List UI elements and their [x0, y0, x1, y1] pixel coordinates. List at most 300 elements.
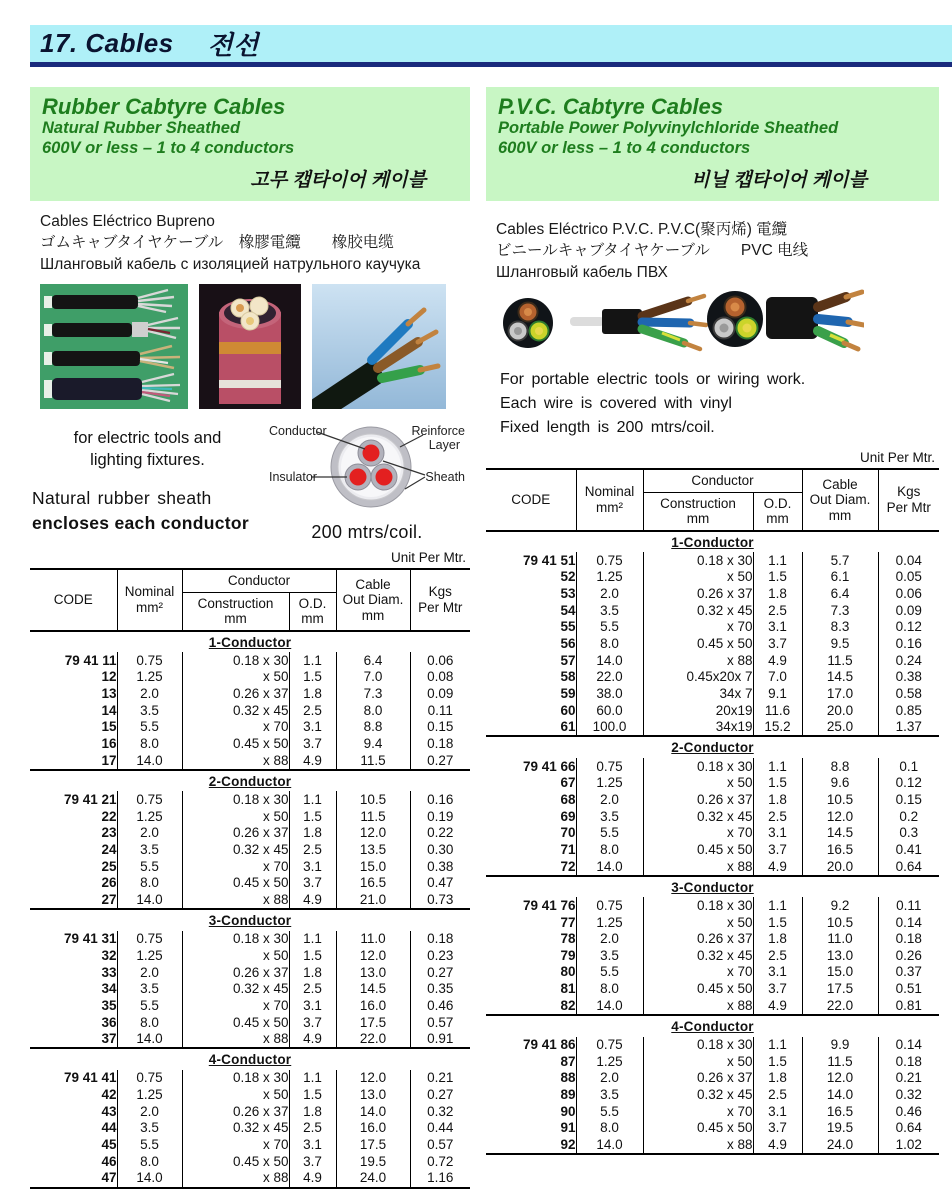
cell-construction: 0.26 x 37	[182, 964, 289, 981]
cell-kgs: 0.21	[878, 1070, 939, 1087]
cell-od: 1.8	[753, 1070, 802, 1087]
cell-out-diam: 11.5	[336, 752, 410, 770]
cell-code: 68	[560, 791, 576, 807]
table-row	[30, 702, 470, 719]
cell-out-diam: 8.8	[336, 719, 410, 736]
cell-code: 12	[101, 669, 117, 685]
cell-od: 1.1	[289, 931, 336, 948]
cell-nominal: 1.25	[576, 914, 643, 931]
col-header-kgs: Kgs Per Mtr	[410, 569, 470, 631]
table-row	[486, 636, 939, 653]
cell-out-diam: 13.0	[802, 947, 878, 964]
cell-code: 81	[560, 981, 576, 997]
table-row	[486, 1070, 939, 1087]
cell-code: 55	[560, 619, 576, 635]
cell-out-diam: 6.4	[336, 652, 410, 669]
cell-od: 3.1	[289, 858, 336, 875]
cell-nominal: 3.5	[117, 1120, 182, 1137]
table-row	[30, 808, 470, 825]
cell-code: 78	[560, 931, 576, 947]
section-title: 4-Conductor	[208, 1052, 292, 1068]
col-header-nominal: Nominal mm²	[117, 569, 182, 631]
section-title-row	[30, 1048, 470, 1070]
cell-out-diam: 14.0	[336, 1103, 410, 1120]
cell-nominal: 5.5	[576, 825, 643, 842]
cell-construction: 0.26 x 37	[643, 1070, 753, 1087]
col-header-code: CODE	[486, 469, 576, 531]
cell-nominal: 2.0	[576, 1070, 643, 1087]
cell-code: 22	[101, 808, 117, 824]
table-row	[486, 702, 939, 719]
cell-kgs: 0.15	[878, 791, 939, 808]
table-row	[486, 552, 939, 569]
table-row	[30, 825, 470, 842]
cell-code: 89	[560, 1087, 576, 1103]
cell-nominal: 0.75	[117, 931, 182, 948]
cell-construction: 0.32 x 45	[643, 1087, 753, 1104]
unit-note-right: Unit Per Mtr.	[859, 450, 935, 466]
section-title-row	[30, 631, 470, 653]
cell-code: 58	[560, 669, 576, 685]
cell-nominal: 5.5	[576, 964, 643, 981]
cell-code: 77	[560, 914, 576, 930]
table-row	[30, 891, 470, 909]
rubber-title: Rubber Cabtyre Cables	[42, 94, 286, 119]
table-row	[30, 1070, 470, 1087]
table-row	[30, 841, 470, 858]
cable-photo-cross-section	[199, 284, 301, 409]
cell-nominal: 3.5	[576, 602, 643, 619]
rubber-spec-table	[30, 568, 470, 1189]
cell-code: 69	[560, 808, 576, 824]
rubber-description	[40, 211, 470, 275]
cell-kgs: 0.18	[410, 931, 470, 948]
cell-code: 53	[560, 586, 576, 602]
cell-out-diam: 16.5	[802, 841, 878, 858]
cell-out-diam: 20.0	[802, 858, 878, 876]
table-row	[486, 586, 939, 603]
cell-construction: 0.32 x 45	[643, 808, 753, 825]
cell-nominal: 8.0	[576, 636, 643, 653]
cell-out-diam: 10.5	[802, 791, 878, 808]
cell-nominal: 8.0	[117, 875, 182, 892]
cell-code: 15	[101, 719, 117, 735]
cell-od: 1.8	[289, 825, 336, 842]
cell-out-diam: 11.5	[802, 1053, 878, 1070]
cell-out-diam: 7.0	[336, 669, 410, 686]
cell-kgs: 0.21	[410, 1070, 470, 1087]
cell-out-diam: 9.5	[802, 636, 878, 653]
cell-construction: 34x 7	[643, 685, 753, 702]
col-header-conductor: Conductor	[182, 569, 336, 592]
cell-construction: x 50	[643, 569, 753, 586]
cell-construction: 0.26 x 37	[182, 1103, 289, 1120]
table-row	[30, 1120, 470, 1137]
cell-nominal: 14.0	[117, 752, 182, 770]
cell-od: 1.8	[289, 1103, 336, 1120]
sheath-note-line-1: Natural rubber sheath	[32, 487, 212, 508]
cell-od: 2.5	[753, 602, 802, 619]
cell-construction: x 88	[643, 652, 753, 669]
cell-kgs: 0.81	[878, 997, 939, 1015]
cell-construction: x 88	[182, 891, 289, 909]
cell-kgs: 0.47	[410, 875, 470, 892]
cell-code: 34	[101, 981, 117, 997]
section-title: 2-Conductor	[208, 773, 292, 789]
cell-code: 16	[101, 736, 117, 751]
cell-code: 61	[486, 719, 576, 737]
cell-kgs: 0.57	[410, 1014, 470, 1031]
cell-construction: 0.45 x 50	[182, 1014, 289, 1031]
table-row	[30, 931, 470, 948]
cell-out-diam: 15.0	[336, 858, 410, 875]
cell-nominal: 8.0	[117, 736, 182, 753]
cell-construction: 0.32 x 45	[182, 841, 289, 858]
diagram-label-conductor: Conductor	[269, 424, 327, 439]
cell-od: 1.5	[753, 775, 802, 792]
cell-nominal: 5.5	[117, 858, 182, 875]
cell-kgs: 0.15	[410, 719, 470, 736]
cell-nominal: 0.75	[576, 1037, 643, 1054]
table-row	[30, 1137, 470, 1154]
table-row	[30, 1153, 470, 1170]
cell-construction: 0.45 x 50	[182, 875, 289, 892]
cell-kgs: 0.05	[878, 569, 939, 586]
cell-construction: 0.26 x 37	[182, 686, 289, 703]
cell-nominal: 3.5	[117, 981, 182, 998]
cell-kgs: 1.16	[410, 1170, 470, 1188]
cell-out-diam: 12.0	[802, 808, 878, 825]
cell-od: 1.8	[753, 791, 802, 808]
diagram-label-sheath: Sheath	[425, 470, 465, 485]
cell-od: 1.5	[289, 808, 336, 825]
cell-kgs: 0.09	[410, 686, 470, 703]
cell-kgs: 0.18	[410, 736, 470, 753]
cell-out-diam: 9.6	[802, 775, 878, 792]
table-row	[486, 569, 939, 586]
cell-od: 2.5	[753, 1087, 802, 1104]
cell-od: 9.1	[753, 685, 802, 702]
cell-out-diam: 9.9	[802, 1037, 878, 1054]
cell-code: 59	[560, 685, 576, 701]
cell-od: 1.1	[753, 897, 802, 914]
table-row	[486, 669, 939, 686]
cell-code: 87	[560, 1053, 576, 1069]
cell-out-diam: 8.8	[802, 758, 878, 775]
cell-nominal: 1.25	[576, 1053, 643, 1070]
cell-nominal: 0.75	[576, 758, 643, 775]
cell-code: 79 41 66	[522, 758, 576, 774]
cell-od: 1.5	[753, 569, 802, 586]
cell-out-diam: 11.0	[336, 931, 410, 948]
cell-kgs: 0.18	[878, 1053, 939, 1070]
section-title: 3-Conductor	[671, 879, 754, 895]
cell-code: 26	[101, 875, 117, 891]
cell-nominal: 1.25	[117, 669, 182, 686]
cell-kgs: 0.32	[878, 1087, 939, 1104]
cell-out-diam: 22.0	[802, 997, 878, 1015]
cell-out-diam: 12.0	[336, 1070, 410, 1087]
cell-out-diam: 17.5	[336, 1014, 410, 1031]
cell-kgs: 0.16	[878, 636, 939, 653]
cell-code: 35	[101, 997, 117, 1013]
pvc-stripped-cable-large	[766, 292, 864, 349]
cell-out-diam: 17.5	[802, 981, 878, 998]
cell-nominal: 2.0	[576, 586, 643, 603]
cell-code: 43	[101, 1103, 117, 1119]
table-row	[486, 619, 939, 636]
cell-nominal: 0.75	[576, 897, 643, 914]
cell-out-diam: 9.4	[336, 736, 410, 753]
cell-code: 46	[101, 1153, 117, 1169]
table-row	[486, 775, 939, 792]
cell-od: 1.8	[289, 964, 336, 981]
cell-nominal: 38.0	[576, 685, 643, 702]
cell-code: 80	[560, 964, 576, 980]
cell-nominal: 1.25	[576, 569, 643, 586]
cell-code: 79 41 51	[522, 552, 576, 568]
table-row	[486, 931, 939, 948]
cell-construction: x 88	[643, 858, 753, 876]
cell-construction: x 88	[182, 752, 289, 770]
cell-od: 3.1	[753, 825, 802, 842]
cell-nominal: 3.5	[576, 947, 643, 964]
table-row	[486, 858, 939, 876]
cell-od: 1.1	[753, 552, 802, 569]
table-row	[30, 981, 470, 998]
cell-nominal: 5.5	[576, 1103, 643, 1120]
cell-od: 2.5	[753, 808, 802, 825]
col-header-construction: Construction mm	[643, 492, 753, 531]
cell-code: 17	[30, 752, 117, 770]
table-row	[486, 652, 939, 669]
cell-construction: x 88	[643, 997, 753, 1015]
cell-kgs: 0.16	[410, 791, 470, 808]
rubber-subtitle-1: Natural Rubber Sheathed	[42, 119, 241, 138]
desc-line-cjk: ビニールキャブタイヤケーブル PVC 电线	[496, 242, 809, 260]
section-title: 4-Conductor	[671, 1018, 754, 1034]
cell-nominal: 14.0	[117, 1170, 182, 1188]
table-row	[30, 964, 470, 981]
cell-out-diam: 21.0	[336, 891, 410, 909]
cell-od: 4.9	[289, 1031, 336, 1049]
cell-od: 1.1	[289, 791, 336, 808]
cell-kgs: 0.35	[410, 981, 470, 998]
cell-kgs: 0.64	[878, 1120, 939, 1137]
table-row	[30, 1170, 470, 1188]
cell-nominal: 8.0	[576, 981, 643, 998]
cell-out-diam: 14.0	[802, 1087, 878, 1104]
cell-code: 90	[560, 1103, 576, 1119]
pvc-column	[486, 87, 939, 1189]
cell-nominal: 0.75	[117, 652, 182, 669]
cell-nominal: 1.25	[117, 808, 182, 825]
cell-nominal: 2.0	[117, 825, 182, 842]
cell-construction: x 50	[643, 1053, 753, 1070]
cell-out-diam: 13.0	[336, 1087, 410, 1104]
cell-code: 44	[101, 1120, 117, 1136]
table-row	[486, 841, 939, 858]
table-row	[486, 1053, 939, 1070]
cell-kgs: 0.37	[878, 964, 939, 981]
cell-nominal: 60.0	[576, 702, 643, 719]
cell-construction: x 70	[643, 825, 753, 842]
cell-od: 1.1	[753, 1037, 802, 1054]
cell-nominal: 14.0	[117, 1031, 182, 1049]
table-row	[486, 791, 939, 808]
cell-construction: 0.32 x 45	[182, 1120, 289, 1137]
cell-code: 25	[101, 858, 117, 874]
cell-od: 1.5	[289, 947, 336, 964]
cell-out-diam: 6.4	[802, 586, 878, 603]
cell-nominal: 2.0	[117, 1103, 182, 1120]
cell-od: 3.7	[289, 736, 336, 753]
section-title: 3-Conductor	[208, 913, 292, 929]
diagram-label-reinforce-2: Layer	[428, 438, 460, 453]
diagram-caption: 200 mtrs/coil.	[311, 522, 423, 543]
cell-out-diam: 17.0	[802, 685, 878, 702]
cell-out-diam: 16.0	[336, 997, 410, 1014]
cell-code: 57	[560, 652, 576, 668]
table-row	[486, 758, 939, 775]
cell-construction: 0.26 x 37	[643, 586, 753, 603]
cell-nominal: 14.0	[576, 858, 643, 876]
cell-od: 4.9	[753, 1137, 802, 1155]
rubber-product-box	[30, 87, 470, 201]
cell-out-diam: 16.5	[336, 875, 410, 892]
cell-out-diam: 14.5	[802, 669, 878, 686]
cell-construction: 0.26 x 37	[643, 931, 753, 948]
cell-code: 37	[30, 1031, 117, 1049]
cell-od: 4.9	[753, 997, 802, 1015]
cell-od: 2.5	[289, 1120, 336, 1137]
rubber-usage-text	[30, 419, 265, 543]
cell-out-diam: 20.0	[802, 702, 878, 719]
cell-code: 47	[30, 1170, 117, 1188]
cell-kgs: 0.58	[878, 685, 939, 702]
cell-construction: 20x19	[643, 702, 753, 719]
cell-od: 3.7	[289, 1153, 336, 1170]
cell-od: 1.5	[289, 669, 336, 686]
cell-kgs: 0.14	[878, 914, 939, 931]
col-header-od: O.D. mm	[753, 492, 802, 531]
cell-kgs: 0.27	[410, 964, 470, 981]
cell-nominal: 2.0	[117, 964, 182, 981]
pvc-stripped-cable-small	[570, 296, 706, 349]
cell-code: 79 41 86	[522, 1037, 576, 1053]
cell-code: 54	[560, 602, 576, 618]
cell-code: 79 41 41	[63, 1070, 117, 1086]
table-row	[30, 1087, 470, 1104]
cell-out-diam: 22.0	[336, 1031, 410, 1049]
pvc-spec-table	[486, 468, 939, 1155]
table-row	[486, 719, 939, 737]
cell-kgs: 0.08	[410, 669, 470, 686]
cell-construction: x 70	[643, 964, 753, 981]
cell-nominal: 3.5	[117, 702, 182, 719]
cell-kgs: 1.02	[878, 1137, 939, 1155]
cell-od: 3.7	[753, 841, 802, 858]
col-header-cable-diam: Cable Out Diam. mm	[336, 569, 410, 631]
cell-out-diam: 14.5	[802, 825, 878, 842]
cell-kgs: 0.32	[410, 1103, 470, 1120]
cell-construction: 0.18 x 30	[643, 552, 753, 569]
pvc-subtitle-1: Portable Power Polyvinylchloride Sheathed	[498, 119, 839, 138]
section-title: 2-Conductor	[671, 740, 754, 756]
cell-code: 32	[101, 947, 117, 963]
cell-out-diam: 9.2	[802, 897, 878, 914]
cell-out-diam: 16.0	[336, 1120, 410, 1137]
cell-construction: 0.32 x 45	[643, 947, 753, 964]
cell-code: 27	[30, 891, 117, 909]
table-row	[30, 736, 470, 753]
pvc-notes	[500, 368, 939, 440]
cell-nominal: 5.5	[576, 619, 643, 636]
header-rule	[30, 62, 952, 67]
cell-code: 52	[560, 569, 576, 585]
cell-kgs: 0.38	[410, 858, 470, 875]
cell-od: 2.5	[289, 702, 336, 719]
cell-code: 42	[101, 1087, 117, 1103]
cell-od: 3.1	[753, 964, 802, 981]
table-row	[30, 1014, 470, 1031]
cell-od: 1.5	[753, 1053, 802, 1070]
cell-od: 1.8	[289, 686, 336, 703]
cell-nominal: 5.5	[117, 719, 182, 736]
table-row	[30, 752, 470, 770]
cell-out-diam: 11.5	[802, 652, 878, 669]
cell-construction: 0.18 x 30	[643, 897, 753, 914]
cell-code: 91	[560, 1120, 576, 1136]
cell-construction: x 70	[643, 619, 753, 636]
cell-kgs: 0.26	[878, 947, 939, 964]
cell-code: 88	[560, 1070, 576, 1086]
cell-kgs: 0.46	[878, 1103, 939, 1120]
cell-nominal: 0.75	[117, 1070, 182, 1087]
cell-out-diam: 12.0	[802, 1070, 878, 1087]
pvc-note-3: Fixed length is 200 mtrs/coil.	[500, 419, 715, 437]
cell-construction: x 88	[182, 1170, 289, 1188]
cell-out-diam: 25.0	[802, 719, 878, 737]
cell-kgs: 0.44	[410, 1120, 470, 1137]
cell-od: 4.9	[289, 752, 336, 770]
cell-construction: 34x19	[643, 719, 753, 737]
cell-od: 4.9	[753, 652, 802, 669]
cell-kgs: 0.22	[410, 825, 470, 842]
cell-construction: 0.32 x 45	[182, 981, 289, 998]
cell-od: 3.1	[289, 997, 336, 1014]
cell-od: 3.1	[289, 719, 336, 736]
use-line-1: for electric tools and	[73, 429, 222, 448]
col-header-construction: Construction mm	[182, 592, 289, 631]
pvc-cable-images	[492, 289, 939, 360]
cell-construction: 0.26 x 37	[643, 791, 753, 808]
cell-construction: 0.32 x 45	[643, 602, 753, 619]
desc-line-es: Cables Eléctrico P.V.C. P.V.C(聚丙烯) 電纜	[496, 220, 788, 238]
table-row	[486, 602, 939, 619]
rubber-subtitle-2: 600V or less – 1 to 4 conductors	[42, 139, 295, 158]
cell-nominal: 14.0	[576, 1137, 643, 1155]
cell-code: 79 41 21	[63, 791, 117, 807]
cell-kgs: 0.73	[410, 891, 470, 909]
cell-nominal: 14.0	[576, 997, 643, 1015]
cell-construction: x 70	[182, 858, 289, 875]
cell-code: 67	[560, 775, 576, 791]
cell-kgs: 0.06	[878, 586, 939, 603]
page-title-en: 17. Cables	[40, 28, 174, 58]
cell-out-diam: 8.0	[336, 702, 410, 719]
cell-kgs: 0.2	[878, 808, 939, 825]
